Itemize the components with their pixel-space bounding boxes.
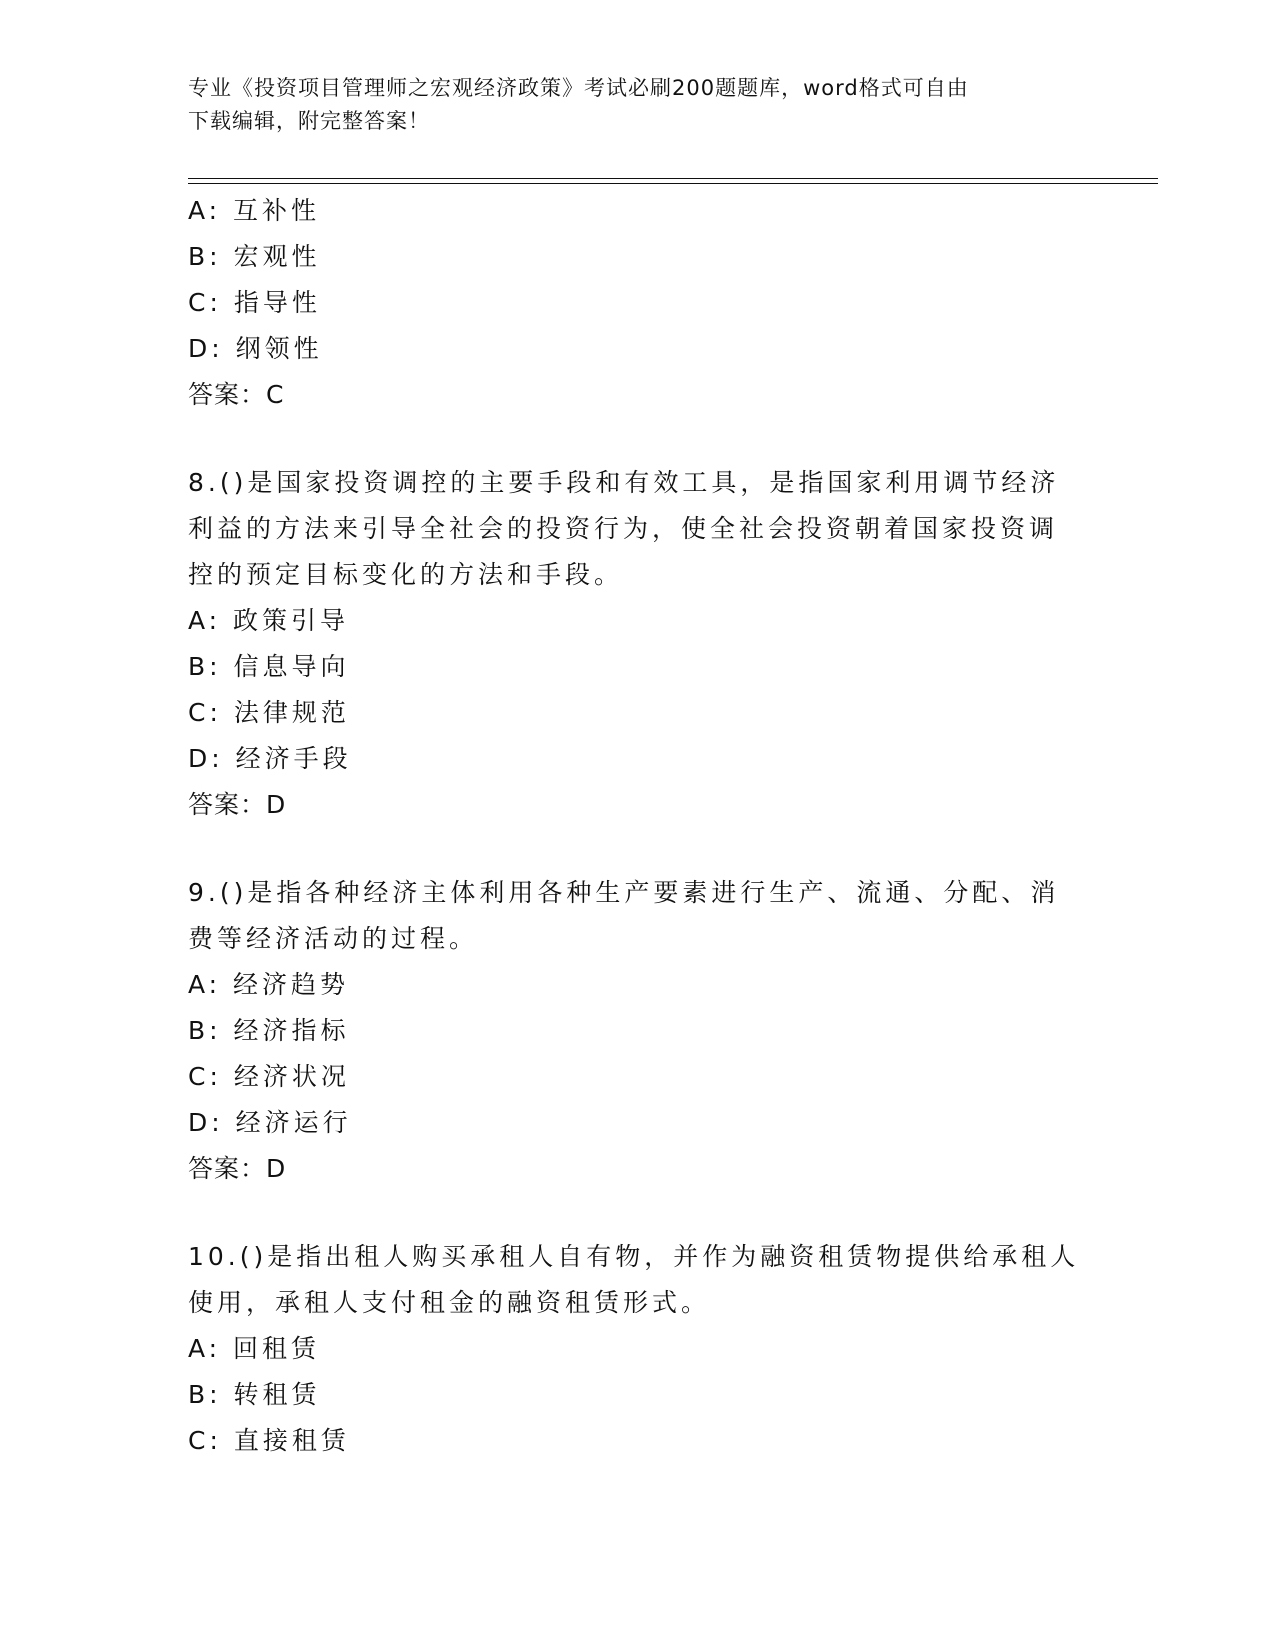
question-text-line: 9.()是指各种经济主体利用各种生产要素进行生产、流通、分配、消 xyxy=(188,878,1060,907)
question-text-line: 10.()是指出租人购买承租人自有物，并作为融资租赁物提供给承租人 xyxy=(188,1242,1080,1271)
option-b: B: 转租赁 xyxy=(188,1380,321,1409)
option-c: C: 指导性 xyxy=(188,288,321,317)
option-d: D: 纲领性 xyxy=(188,334,323,363)
question-text-line: 利益的方法来引导全社会的投资行为，使全社会投资朝着国家投资调 xyxy=(188,514,1059,543)
option-b: B: 经济指标 xyxy=(188,1016,350,1045)
spacer xyxy=(188,828,1088,870)
document-header xyxy=(188,72,1068,138)
spacer xyxy=(188,418,1088,460)
question-text-line: 使用，承租人支付租金的融资租赁形式。 xyxy=(188,1288,711,1317)
option-a: A: 政策引导 xyxy=(188,606,350,635)
header-intro-line-2: 下载编辑，附完整答案！ xyxy=(188,109,430,133)
answer-line: 答案：D xyxy=(188,1154,287,1183)
option-a: A: 互补性 xyxy=(188,196,321,225)
option-b: B: 宏观性 xyxy=(188,242,321,271)
option-a: A: 经济趋势 xyxy=(188,970,350,999)
header-intro-line-1: 专业《投资项目管理师之宏观经济政策》考试必刷200题题库，word格式可自由 xyxy=(188,76,969,100)
spacer xyxy=(188,1192,1088,1234)
header-divider-bottom xyxy=(188,183,1158,184)
question-text-line: 控的预定目标变化的方法和手段。 xyxy=(188,560,624,589)
option-a: A: 回租赁 xyxy=(188,1334,321,1363)
option-c: C: 直接租赁 xyxy=(188,1426,350,1455)
question-text-line: 8.()是国家投资调控的主要手段和有效工具，是指国家利用调节经济 xyxy=(188,468,1060,497)
option-c: C: 经济状况 xyxy=(188,1062,350,1091)
option-d: D: 经济运行 xyxy=(188,1108,352,1137)
answer-line: 答案：D xyxy=(188,790,287,819)
question-8 xyxy=(188,460,1088,828)
question-text-line: 费等经济活动的过程。 xyxy=(188,924,479,953)
option-d: D: 经济手段 xyxy=(188,744,352,773)
option-c: C: 法律规范 xyxy=(188,698,350,727)
question-list xyxy=(188,188,1088,1464)
question-7-continued xyxy=(188,188,1088,418)
answer-line: 答案：C xyxy=(188,380,285,409)
option-b: B: 信息导向 xyxy=(188,652,350,681)
header-divider-top xyxy=(188,178,1158,179)
question-9 xyxy=(188,870,1088,1192)
question-10 xyxy=(188,1234,1088,1464)
